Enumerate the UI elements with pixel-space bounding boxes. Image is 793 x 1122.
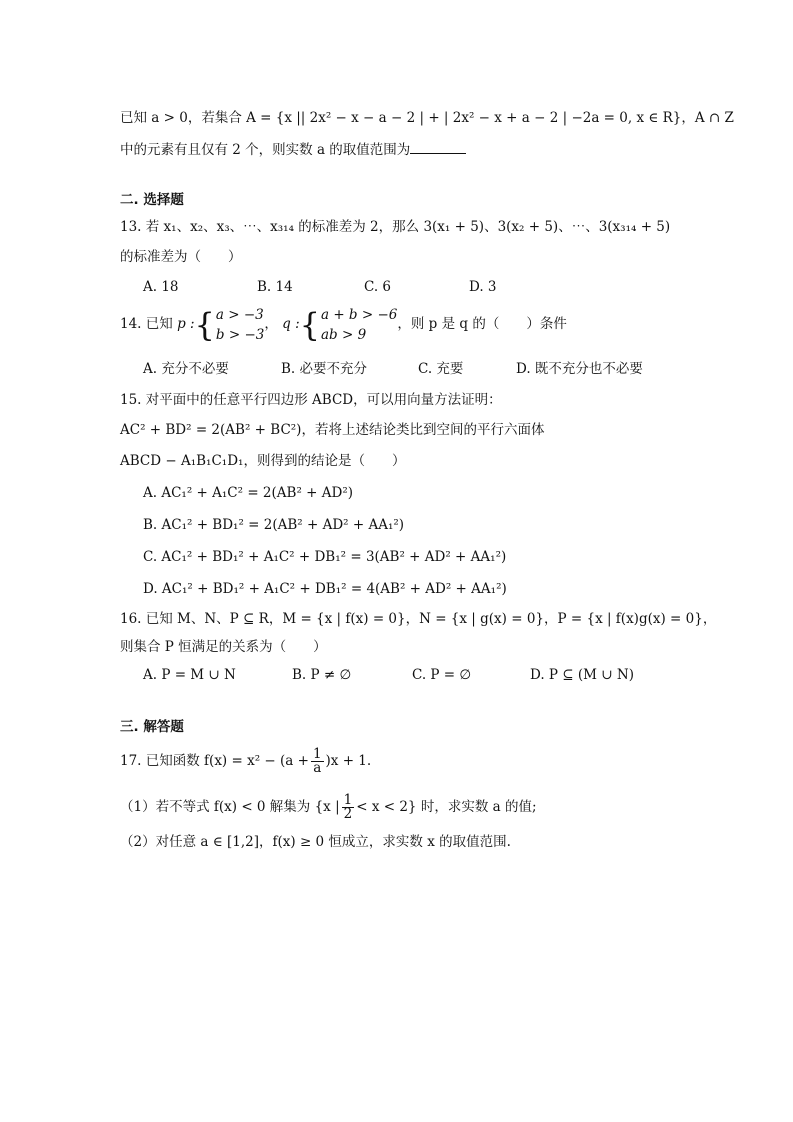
q16-line1: 16. 已知 M、N、P ⊆ R，M = {x | f(x) = 0}，N = {x | g(x) = 0}，P = {x | f(x)g(x) = 0}， xyxy=(120,611,717,627)
q16-option-b: B. P ≠ ∅ xyxy=(292,667,352,683)
q14-q-system xyxy=(321,305,397,345)
q14-p-system xyxy=(216,305,264,345)
q14-p-label: p : xyxy=(177,316,195,332)
q15-option-c: C. AC₁² + BD₁² + A₁C² + DB₁² = 3(AB² + AD² + AA₁²) xyxy=(143,549,507,565)
q13-line1: 13. 若 x₁、x₂、x₃、⋯、x₃₁₄ 的标准差为 2，那么 3(x₁ + 5)、3(x₂ + 5)、⋯、3(x₃₁₄ + 5) xyxy=(120,219,671,235)
q16-option-c: C. P = ∅ xyxy=(412,667,472,683)
q17-suffix: )x + 1. xyxy=(325,753,372,769)
q17-part1-prefix: （1）若不等式 f(x) < 0 解集为 {x | xyxy=(120,799,340,815)
q15-line2: AC² + BD² = 2(AB² + BC²)，若将上述结论类比到空间的平行六面体 xyxy=(120,422,545,438)
q13-option-d: D. 3 xyxy=(469,279,497,295)
q14-p-cond2: b > −3 xyxy=(215,326,265,343)
q14-q-label: q : xyxy=(282,316,300,332)
q17-fraction xyxy=(311,748,324,775)
section-title-solution: 三. 解答题 xyxy=(120,719,184,735)
section-title-choice: 二. 选择题 xyxy=(120,192,184,208)
q15-line3: ABCD − A₁B₁C₁D₁，则得到的结论是（ ） xyxy=(120,453,406,469)
q14-p-cond1: a > −3 xyxy=(215,306,264,323)
q12-line1: 已知 a > 0，若集合 A = {x || 2x² − x − a − 2 | + | 2x² − x + a − 2 | −2a = 0, x ∈ R}，A ∩ Z xyxy=(120,110,734,126)
q17-part1-fraction xyxy=(342,794,355,821)
q16-option-a: A. P = M ∪ N xyxy=(143,667,236,683)
q14-prefix: 14. 已知 xyxy=(120,316,173,332)
q13-option-b: B. 14 xyxy=(257,279,293,295)
q17-part1-frac-num: 1 xyxy=(343,792,353,808)
q14-option-d: D. 既不充分也不必要 xyxy=(516,361,643,377)
q17-stem xyxy=(120,746,371,776)
q16-line2: 则集合 P 恒满足的关系为（ ） xyxy=(120,639,327,655)
q13-option-c: C. 6 xyxy=(364,279,392,295)
q15-option-a: A. AC₁² + A₁C² = 2(AB² + AD²) xyxy=(143,485,354,501)
q14-option-a: A. 充分不必要 xyxy=(143,361,229,377)
q14-q-cond1: a + b > −6 xyxy=(320,306,398,323)
q17-frac-den: a xyxy=(313,760,322,776)
q17-part2: （2）对任意 a ∈ [1,2]，f(x) ≥ 0 恒成立，求实数 x 的取值范围. xyxy=(120,834,511,850)
q12-line2-text: 中的元素有且仅有 2 个，则实数 a 的取值范围为 xyxy=(120,142,411,158)
q12-line2 xyxy=(120,140,466,160)
q13-line2: 的标准差为（ ） xyxy=(120,249,242,265)
q14-option-c: C. 充要 xyxy=(418,361,464,377)
q14-option-b: B. 必要不充分 xyxy=(281,361,368,377)
left-brace-q: { xyxy=(299,305,320,344)
left-brace-p: { xyxy=(194,305,215,344)
q16-option-d: D. P ⊆ (M ∪ N) xyxy=(530,667,634,683)
q14-suffix: ，则 p 是 q 的（ ）条件 xyxy=(397,316,567,332)
q15-line1: 15. 对平面中的任意平行四边形 ABCD，可以用向量方法证明： xyxy=(120,392,502,408)
q15-option-d: D. AC₁² + BD₁² + A₁C² + DB₁² = 4(AB² + AD² + AA₁²) xyxy=(143,581,507,597)
q17-prefix: 17. 已知函数 f(x) = x² − (a + xyxy=(120,753,309,769)
q14-q-cond2: ab > 9 xyxy=(320,326,367,343)
q17-part1 xyxy=(120,792,537,822)
q17-part1-suffix: < x < 2} 时，求实数 a 的值; xyxy=(356,799,537,815)
q13-option-a: A. 18 xyxy=(143,279,179,295)
q17-frac-num: 1 xyxy=(312,746,322,762)
q17-part1-frac-den: 2 xyxy=(343,806,353,822)
q14-stem: 14. 已知 p :{ a > −3 b > −3 ， q :{ a + b > −6 ab > 9 ，则 p 是 q 的（ ）条件 xyxy=(120,305,567,344)
q15-option-b: B. AC₁² + BD₁² = 2(AB² + AD² + AA₁²) xyxy=(143,517,405,533)
answer-blank xyxy=(410,140,466,154)
